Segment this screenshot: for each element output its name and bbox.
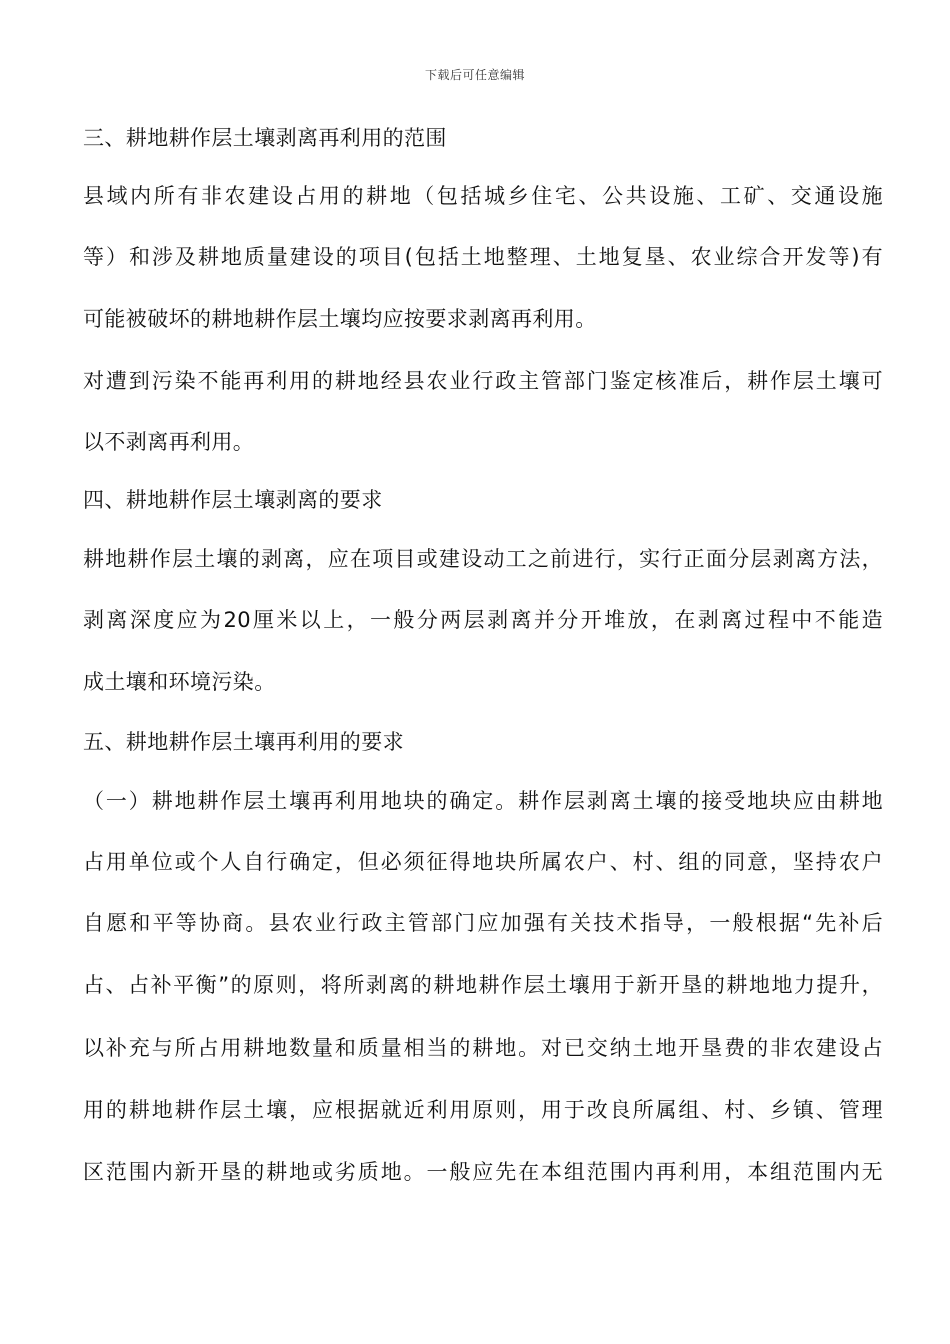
paragraph-line: 成土壤和环境污染。 — [83, 670, 276, 694]
paragraph-line: 等）和涉及耕地质量建设的项目(包括土地整理、土地复垦、农业综合开发等)有 — [83, 245, 883, 269]
paragraph-line: 自愿和平等协商。县农业行政主管部门应加强有关技术指导，一般根据“先补后 — [83, 911, 883, 935]
section-heading-stripping: 四、耕地耕作层土壤剥离的要求 — [83, 488, 383, 512]
paragraph-line: 可能被破坏的耕地耕作层土壤均应按要求剥离再利用。 — [83, 307, 597, 331]
paragraph-line: 县域内所有非农建设占用的耕地（包括城乡住宅、公共设施、工矿、交通设施 — [83, 184, 883, 208]
section-heading-scope: 三、耕地耕作层土壤剥离再利用的范围 — [83, 126, 447, 150]
section-heading-reuse: 五、耕地耕作层土壤再利用的要求 — [83, 730, 404, 754]
paragraph-line: 区范围内新开垦的耕地或劣质地。一般应先在本组范围内再利用，本组范围内无 — [83, 1160, 883, 1184]
paragraph-line: 对遭到污染不能再利用的耕地经县农业行政主管部门鉴定核准后，耕作层土壤可 — [83, 369, 883, 393]
paragraph-line: 用的耕地耕作层土壤，应根据就近利用原则，用于改良所属组、村、乡镇、管理 — [83, 1098, 883, 1122]
paragraph-line: 占、占补平衡”的原则，将所剥离的耕地耕作层土壤用于新开垦的耕地地力提升， — [83, 973, 883, 997]
paragraph-line: 占用单位或个人自行确定，但必须征得地块所属农户、村、组的同意，坚持农户 — [83, 850, 883, 874]
paragraph-line: 耕地耕作层土壤的剥离，应在项目或建设动工之前进行，实行正面分层剥离方法， — [83, 547, 883, 571]
paragraph-line: 以不剥离再利用。 — [83, 430, 255, 454]
paragraph-line: 剥离深度应为20厘米以上，一般分两层剥离并分开堆放，在剥离过程中不能造 — [83, 608, 883, 632]
paragraph-line: （一）耕地耕作层土壤再利用地块的确定。耕作层剥离土壤的接受地块应由耕地 — [83, 789, 883, 813]
paragraph-line: 以补充与所占用耕地数量和质量相当的耕地。对已交纳土地开垦费的非农建设占 — [83, 1036, 883, 1060]
header-note: 下载后可任意编辑 — [424, 68, 525, 82]
